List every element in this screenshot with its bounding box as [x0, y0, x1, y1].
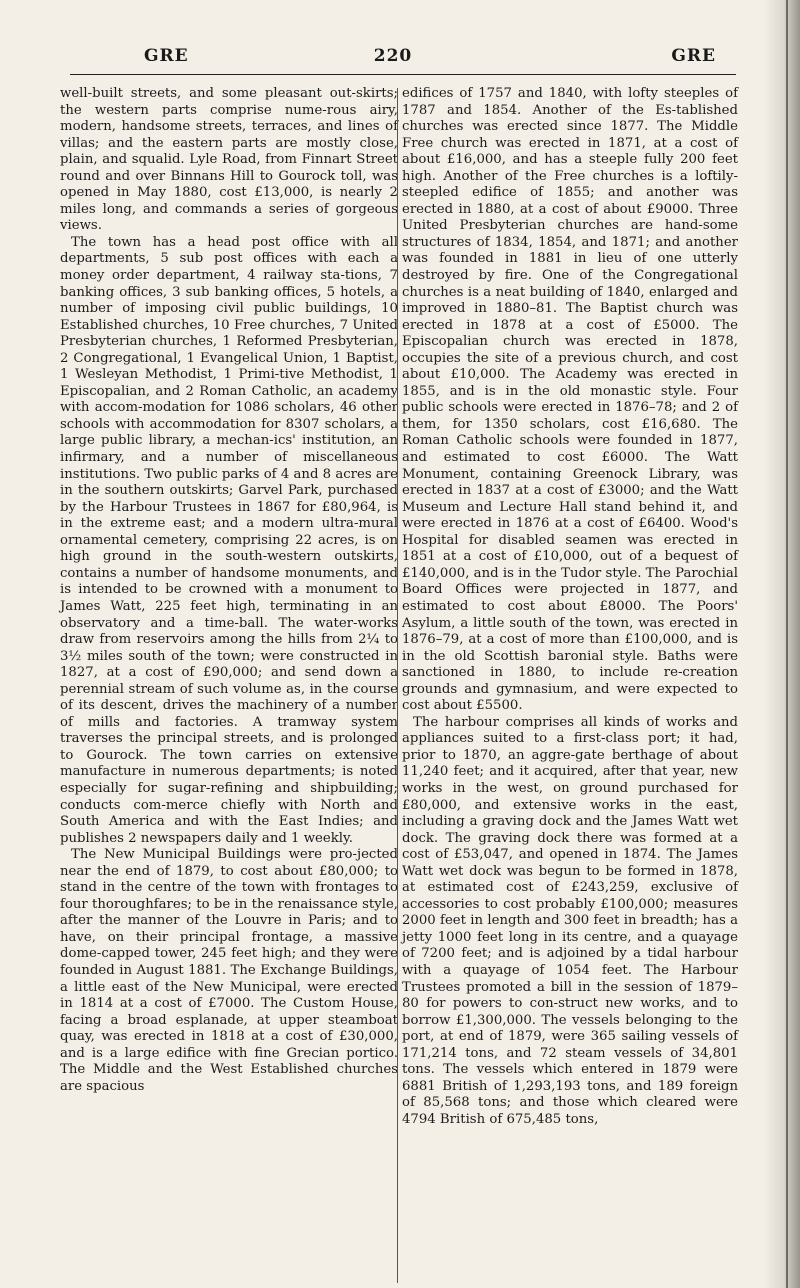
right-column — [402, 86, 738, 1128]
left-paragraph-3: The New Municipal Buildings were pro-jected near the end of 1879, to cost about £80,000; to stand in the centre of the town with frontages to four thoroughfares; to be in the renaissance style, after the manner of the Louvre in Paris; and to have, on their principal frontage, a massive dome-capped tower, 245 feet high; and they were founded in August 1881. The Exchange Buildings, a little east of the New Municipal, were erected in 1814 at a cost of £7000. The Custom House, facing a broad esplanade, at upper steamboat quay, was erected in 1818 at a cost of £30,000, and is a large edifice with fine Grecian portico. The Middle and the West Established churches are spacious — [60, 847, 398, 1094]
running-head — [48, 46, 738, 70]
page-edge-line — [786, 0, 788, 1288]
column-divider — [397, 88, 398, 1283]
left-paragraph-1: well-built streets, and some pleasant out-skirts; the western parts comprise nume-rous airy, modern, handsome streets, terraces, and lines of villas; and the eastern parts are mostly close, plain, and squalid. Lyle Road, from Finnart Street round and over Binnans Hill to Gourock toll, was opened in May 1880, cost £13,000, is nearly 2 miles long, and commands a series of gorgeous views. — [60, 86, 398, 234]
left-paragraph-2: The town has a head post office with all departments, 5 sub post offices with each a money order department, 4 railway sta-tions, 7 banking offices, 3 sub banking offices, 5 hotels, a number of imposing civil public buildings, 10 Established churches, 10 Free churches, 7 United Presbyterian churches, 1 Reformed Presbyterian, 2 Congregational, 1 Evangelical Union, 1 Baptist, 1 Wesleyan Methodist, 1 Primi-tive Methodist, 1 Episcopalian, and 2 Roman Catholic, an academy with accom-modation for 1086 scholars, 46 other schools with accommodation for 8307 scholars, a large public library, a mechan-ics' institution, an infirmary, and a number of miscellaneous institutions. Two public parks of 4 and 8 acres are in the southern outskirts; Garvel Park, purchased by the Harbour Trustees in 1867 for £80,964, is in the extreme east; and a modern ultra-mural ornamental cemetery, comprising 22 acres, is on high ground in the south-western outskirts, contains a number of handsome monuments, and is intended to be crowned with a monument to James Watt, 225 feet high, terminating in an observatory and a time-ball. The water-works draw from reservoirs among the hills from 2¼ to 3½ miles south of the town; were constructed in 1827, at a cost of £90,000; and send down a perennial stream of such volume as, in the course of its descent, drives the machinery of a number of mills and factories. A tramway system traverses the principal streets, and is prolonged to Gourock. The town carries on extensive manufacture in numerous departments; is noted especially for sugar-refining and shipbuilding; conducts com-merce chiefly with North and South America and with the East Indies; and publishes 2 newspapers daily and 1 weekly. — [60, 234, 398, 846]
header-rule — [70, 74, 736, 75]
right-paragraph-2: The harbour comprises all kinds of works and appliances suited to a first-class port; it had, prior to 1870, an aggre-gate berthage of about 11,240 feet; and it acquired, after that year, new works in the west, on ground purchased for £80,000, and extensive works in the east, including a graving dock and the James Watt wet dock. The graving dock there was formed at a cost of £53,047, and opened in 1874. The James Watt wet dock was begun to be formed in 1878, at estimated cost of £243,259, exclusive of accessories to cost probably £100,000; measures 2000 feet in length and 300 feet in breadth; has a jetty 1000 feet long in its centre, and a quayage of 7200 feet; and is adjoined by a tidal harbour with a quayage of 1054 feet. The Harbour Trustees promoted a bill in the session of 1879–80 for powers to con-struct new works, and to borrow £1,300,000. The vessels belonging to the port, at end of 1879, were 365 sailing vessels of 171,214 tons, and 72 steam vessels of 34,801 tons. The vessels which entered in 1879 were 6881 British of 1,293,193 tons, and 189 foreign of 85,568 tons; and those which cleared were 4794 British of 675,485 tons, — [402, 714, 738, 1127]
page-edge-shadow — [764, 0, 800, 1288]
header-left-word: GRE — [144, 46, 189, 66]
left-column — [60, 86, 398, 1095]
header-right-word: GRE — [671, 46, 716, 66]
right-paragraph-1: edifices of 1757 and 1840, with lofty steeples of 1787 and 1854. Another of the Es-tablished churches was erected since 1877. The Middle Free church was erected in 1871, at a cost of about £16,000, and has a steeple fully 200 feet high. Another of the Free churches is a loftily-steepled edifice of 1855; and another was erected in 1880, at a cost of about £9000. Three United Presbyterian churches are hand-some structures of 1834, 1854, and 1871; and another was founded in 1881 in lieu of one utterly destroyed by fire. One of the Congregational churches is a neat building of 1840, enlarged and improved in 1880–81. The Baptist church was erected in 1878 at a cost of £5000. The Episcopalian church was erected in 1878, occupies the site of a previous church, and cost about £10,000. The Academy was erected in 1855, and is in the old monastic style. Four public schools were erected in 1876–78; and 2 of them, for 1350 scholars, cost £16,680. The Roman Catholic schools were founded in 1877, and estimated to cost £6000. The Watt Monument, containing Greenock Library, was erected in 1837 at a cost of £3000; and the Watt Museum and Lecture Hall stand behind it, and were erected in 1876 at a cost of £6400. Wood's Hospital for disabled seamen was erected in 1851 at a cost of £10,000, out of a bequest of £140,000, and is in the Tudor style. The Parochial Board Offices were projected in 1877, and estimated to cost about £8000. The Poors' Asylum, a little south of the town, was erected in 1876–79, at a cost of more than £100,000, and is in the old Scottish baronial style. Baths were sanctioned in 1880, to include re-creation grounds and gymnasium, and were expected to cost about £5500. — [402, 86, 738, 714]
page-number: 220 — [373, 46, 413, 66]
